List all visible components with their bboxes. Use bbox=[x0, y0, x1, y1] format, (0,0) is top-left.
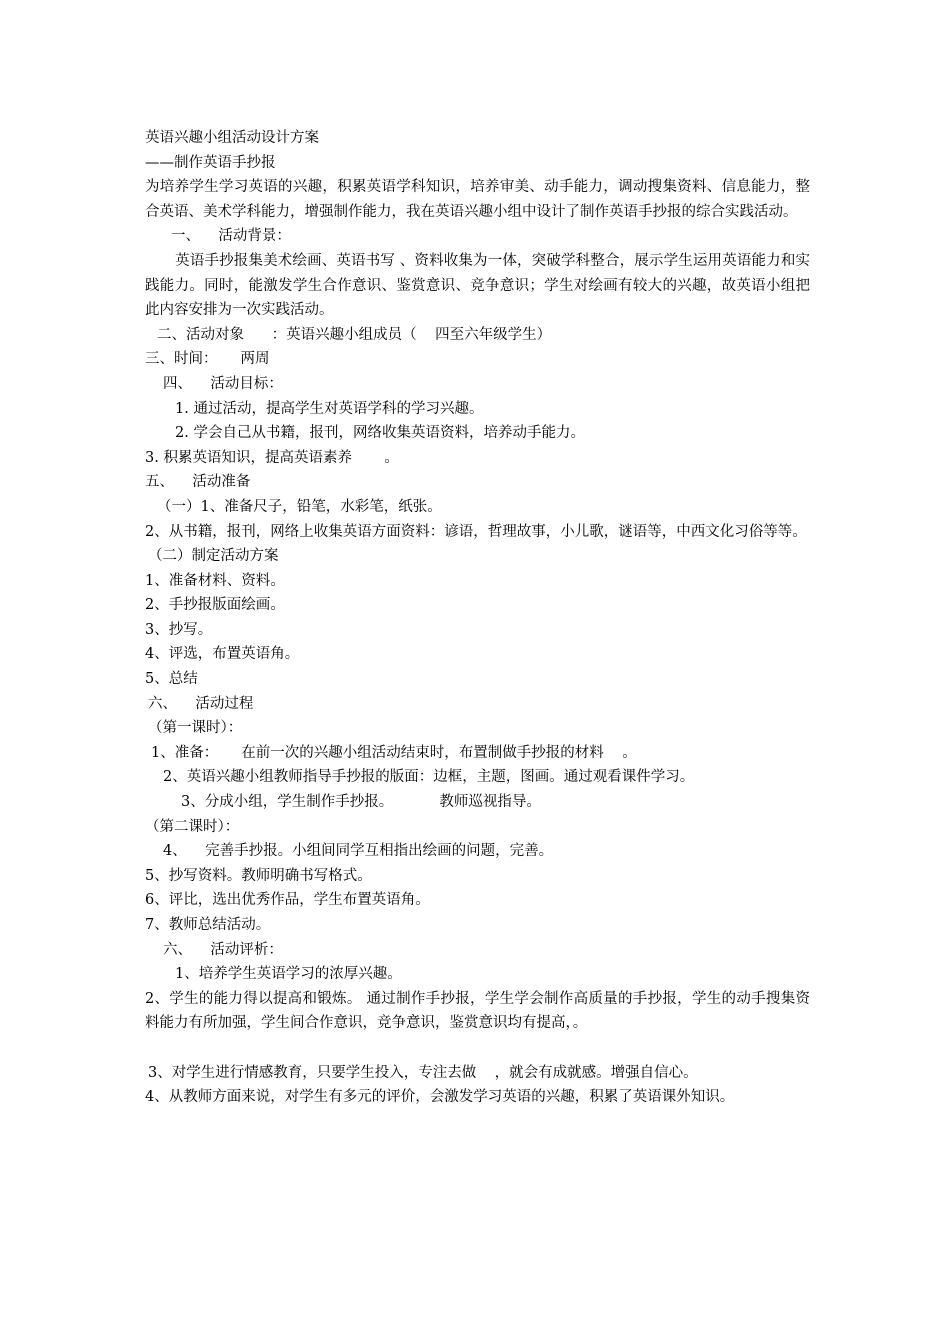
process-step: 4、 完善手抄报。小组间同学互相指出绘画的问题，完善。 bbox=[163, 843, 554, 860]
section-background-body: 英语手抄报集美术绘画、英语书写 、资料收集为一体，突破学科整合，展示学生运用英语能力和实践能力。同时，能激发学生合作意识、鉴赏意识、竞争意识；学生对绘画有较大的兴趣，故英语小组把此内容安排为一次实践活动。 bbox=[145, 252, 810, 319]
section-target-heading: 二、活动对象 ：英语兴趣小组成员（ 四至六年级学生） bbox=[157, 326, 552, 343]
evaluation-item: 3、对学生进行情感教育，只要学生投入，专注去做 ，就会有成就感。增强自信心。 bbox=[148, 1064, 698, 1081]
process-step: 7、教师总结活动。 bbox=[145, 917, 271, 933]
document-body bbox=[145, 126, 810, 1110]
plan-item: 1、准备材料、资料。 bbox=[145, 572, 285, 589]
evaluation-item: 4、从教师方面来说，对学生有多元的评价，会激发学习英语的兴趣，积累了英语课外知识。 bbox=[145, 1089, 735, 1106]
plan-item: 2、手抄报版面绘画。 bbox=[145, 597, 285, 614]
prep-item: （一）1、准备尺子，铅笔，水彩笔，纸张。 bbox=[157, 498, 442, 515]
plan-item: 3、抄写。 bbox=[145, 621, 213, 638]
section-process-heading: 六、 活动过程 bbox=[148, 695, 254, 712]
section-evaluation-heading: 六、 活动评析： bbox=[163, 941, 283, 958]
intro-paragraph: 为培养学生学习英语的兴趣，积累英语学科知识，培养审美、动手能力，调动搜集资料、信息能力，整合英语、美术学科能力，增强制作能力，我在英语兴趣小组中设计了制作英语手抄报的综合实践活动。 bbox=[145, 179, 810, 220]
process-step: 5、抄写资料。教师明确书写格式。 bbox=[145, 867, 372, 884]
evaluation-item: 2、学生的能力得以提高和锻炼。 通过制作手抄报，学生学会制作高质量的手抄报，学生的动手搜集资料能力有所加强，学生间合作意识，竞争意识，鉴赏意识均有提高，。 bbox=[145, 990, 810, 1032]
plan-item: 4、评选，布置英语角。 bbox=[145, 646, 300, 663]
lesson-heading: （第一课时）： bbox=[148, 720, 243, 737]
document-title: 英语兴趣小组活动设计方案 bbox=[145, 130, 319, 146]
process-step: 3、分成小组，学生制作手抄报。 教师巡视指导。 bbox=[181, 794, 541, 811]
goal-item: 3. 积累英语知识，提高英语素养 。 bbox=[145, 449, 399, 466]
section-background-heading: 一、 活动背景： bbox=[171, 228, 291, 245]
prep-item: 2、从书籍，报刊，网络上收集英语方面资料：谚语，哲理故事，小儿歌，谜语等，中西文化习俗等等。 bbox=[145, 523, 807, 540]
blank-line bbox=[145, 1036, 810, 1061]
evaluation-item: 1、培养学生英语学习的浓厚兴趣。 bbox=[175, 966, 402, 983]
section-time-heading: 三、时间： 两周 bbox=[145, 351, 270, 368]
plan-heading: （二）制定活动方案 bbox=[148, 548, 279, 565]
section-goals-heading: 四、 活动目标： bbox=[163, 375, 283, 392]
process-step: 1、准备： 在前一次的兴趣小组活动结束时，布置制做手抄报的材料 。 bbox=[151, 744, 637, 761]
process-step: 6、评比，选出优秀作品，学生布置英语角。 bbox=[145, 892, 430, 909]
document-subtitle: ——制作英语手抄报 bbox=[145, 154, 276, 171]
section-prep-heading: 五、 活动准备 bbox=[145, 474, 251, 491]
lesson-heading: （第二课时）： bbox=[145, 818, 240, 835]
goal-item: 2. 学会自己从书籍，报刊，网络收集英语资料，培养动手能力。 bbox=[175, 425, 585, 442]
process-step: 2、英语兴趣小组教师指导手抄报的版面：边框，主题，图画。通过观看课件学习。 bbox=[163, 769, 695, 786]
goal-item: 1. 通过活动，提高学生对英语学科的学习兴趣。 bbox=[175, 400, 484, 417]
plan-item: 5、总结 bbox=[145, 671, 198, 688]
